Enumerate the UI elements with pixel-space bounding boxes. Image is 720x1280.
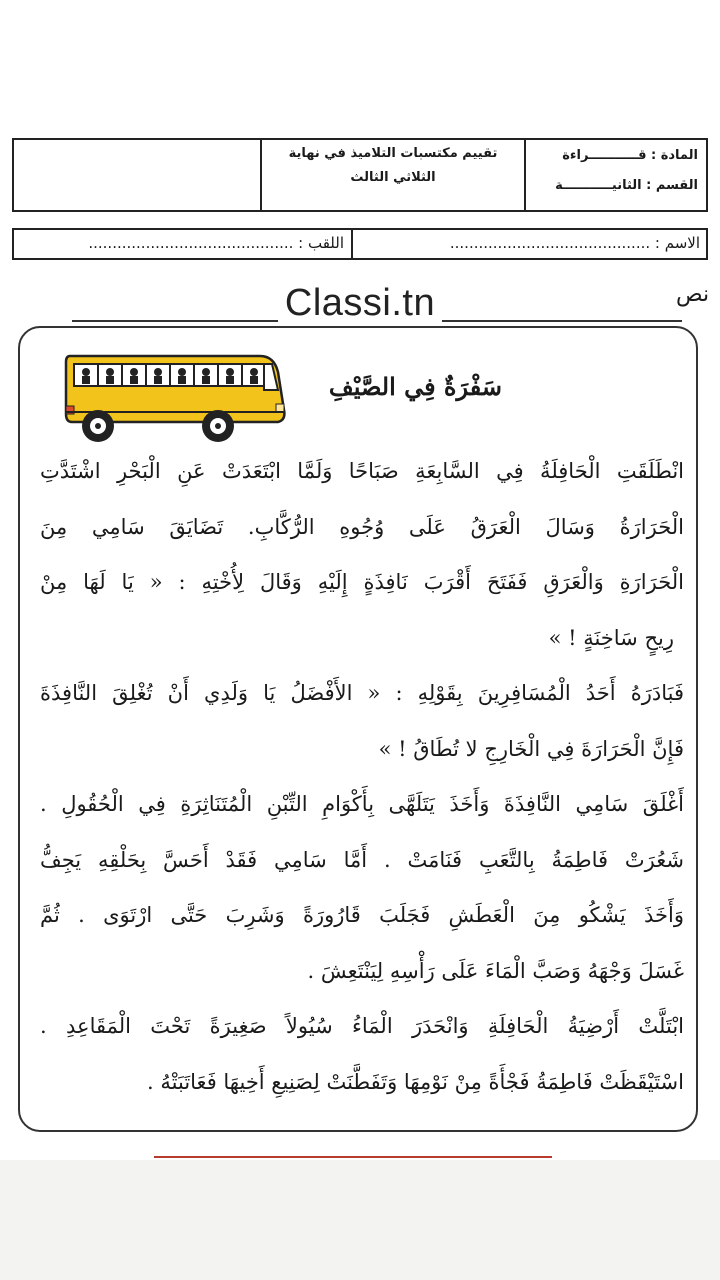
watermark-rule-right [442, 320, 682, 322]
name-box-divider [351, 230, 353, 258]
red-rule [154, 1156, 552, 1158]
cut-off-text-fragment: نص [676, 282, 710, 307]
student-name-field[interactable]: الاسم : .......................................... [449, 234, 700, 252]
passage-line: فَبَادَرَهُ أَحَدُ الْمُسَافِرِينَ بِقَوْلِهِ : « الأَفْضَلُ يَا وَلَدِي أَنْ تُغْلِقَ النَّافِذَةَ [40, 681, 684, 705]
header-evaluation-cell [262, 140, 526, 210]
watermark-text: Classi.tn [284, 282, 436, 324]
passage-line: شَعُرَتْ فَاطِمَةُ بِالتَّعَبِ فَنَامَتْ . أَمَّا سَامِي فَقَدْ أَحَسَّ بِحَلْقِهِ يَجِفُّ [40, 847, 684, 872]
passage-line: الْحَرَارَةُ وَسَالَ الْعَرَقُ عَلَى وُجُوهِ الرُّكَّابِ. تَضَايَقَ سَامِي مِنَ [40, 514, 684, 539]
evaluation-title-line2: الثلاثي الثالث [350, 170, 436, 185]
passage-line: ابْتَلَّتْ أَرْضِيَةُ الْحَافِلَةِ وَانْحَدَرَ الْمَاءُ سُيُولاً صَغِيرَةً تَحْتَ الْمَقَاعِدِ . [40, 1014, 684, 1038]
passage-line: أَغْلَقَ سَامِي النَّافِذَةَ وَأَخَذَ يَتَلَهَّى بِأَكْوَامِ التِّبْنِ الْمُتَنَاثِرَةِ فِي الْحُقُولِ . [40, 792, 684, 816]
header-subject-cell [526, 140, 706, 210]
bus-illustration [64, 350, 290, 446]
exam-header-table [12, 138, 708, 212]
passage-line: غَسَلَ وَجْهَهُ وَصَبَّ الْمَاءَ عَلَى رَأْسِهِ لِيَنْتَعِشَ . [307, 958, 684, 983]
watermark-rule-left [72, 320, 278, 322]
subject-label: المادة : قـــــــــــراءة [562, 148, 698, 163]
section-label: القسم : الثانيـــــــــــة [555, 178, 698, 193]
evaluation-title-line1: تقييم مكتسبات التلاميذ في نهاية [288, 146, 498, 161]
student-name-box [12, 228, 708, 260]
passage-line: رِيحٍ سَاخِنَةٍ ! » [548, 625, 674, 650]
passage-line: اسْتَيْقَظَتْ فَاطِمَةُ فَجْأَةً مِنْ نَوْمِهَا وَتَفَطَّنَتْ لِصَنِيعِ أَخِيهَا فَعَاتَبَتْهُ . [147, 1069, 684, 1094]
passage-line: فَإِنَّ الْحَرَارَةَ فِي الْخَارِجِ لا تُطَاقُ ! » [378, 736, 684, 761]
passage-line: الْحَرَارَةِ وَالْعَرَقِ فَفَتَحَ أَقْرَبَ نَافِذَةٍ إِلَيْهِ وَقَالَ لِأُخْتِهِ : « يَا لَهَا مِنْ [40, 570, 684, 594]
passage-body [40, 444, 684, 1110]
passage-line: انْطَلَقَتِ الْحَافِلَةُ فِي السَّابِعَةِ صَبَاحًا وَلَمَّا ابْتَعَدَتْ عَنِ الْبَحْرِ اشْتَدَّتِ [40, 459, 684, 483]
passage-line: وَأَخَذَ يَشْكُو مِنَ الْعَطَشِ فَجَلَبَ قَارُورَةً وَشَرِبَ حَتَّى ارْتَوَى . ثُمَّ [40, 903, 684, 927]
bottom-background [0, 1160, 720, 1280]
student-surname-field[interactable]: اللقب : ........................................... [88, 234, 344, 252]
header-blank-cell [14, 140, 262, 210]
passage-title: سَفْرَةٌ فِي الصَّيْفِ [328, 372, 502, 401]
